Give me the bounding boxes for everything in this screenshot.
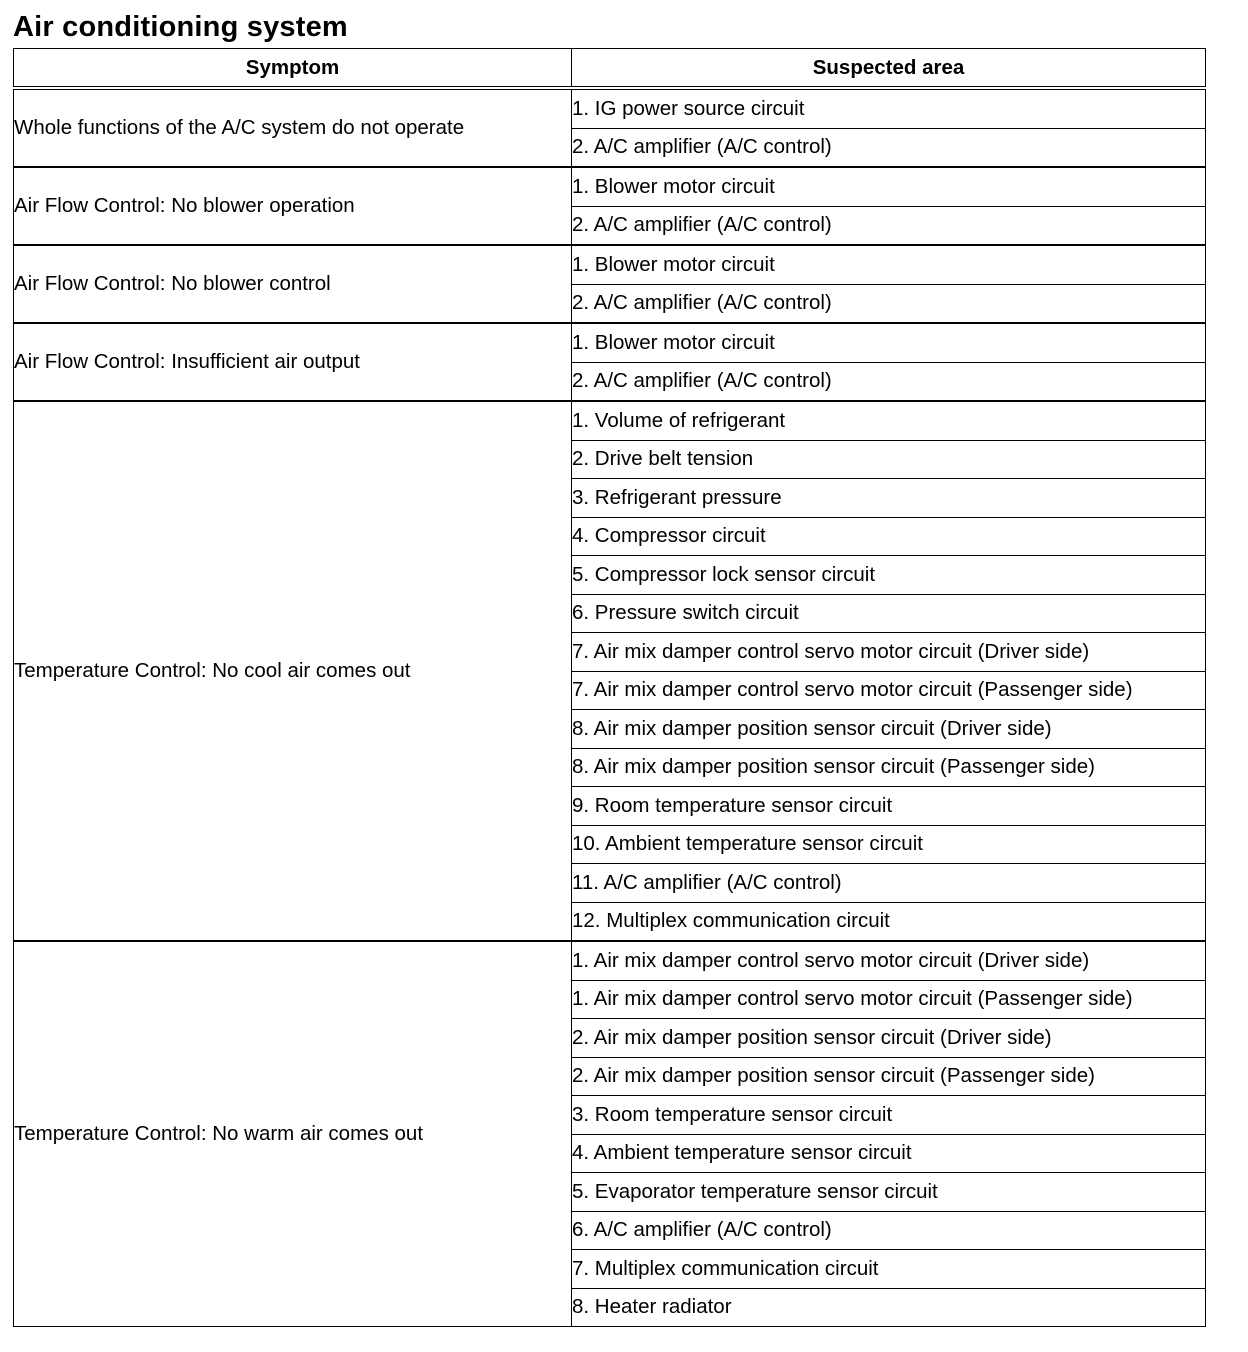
header-symptom: Symptom [14,49,572,89]
symptom-cell: Whole functions of the A/C system do not operate [14,88,572,167]
table-body [14,88,1206,1327]
suspected-area-cell: 4. Compressor circuit [572,517,1206,556]
suspected-area-cell: 2. Drive belt tension [572,440,1206,479]
suspected-area-cell: 2. A/C amplifier (A/C control) [572,206,1206,245]
suspected-area-cell: 2. A/C amplifier (A/C control) [572,128,1206,167]
suspected-area-cell: 1. Air mix damper control servo motor circuit (Passenger side) [572,980,1206,1019]
table-row [14,167,1206,206]
suspected-area-cell: 5. Compressor lock sensor circuit [572,556,1206,595]
symptom-cell: Temperature Control: No cool air comes out [14,401,572,941]
suspected-area-cell: 6. A/C amplifier (A/C control) [572,1211,1206,1250]
suspected-area-cell: 1. Volume of refrigerant [572,401,1206,440]
suspected-area-cell: 10. Ambient temperature sensor circuit [572,825,1206,864]
suspected-area-cell: 2. Air mix damper position sensor circuit (Driver side) [572,1019,1206,1058]
table-row [14,323,1206,362]
header-suspected-area: Suspected area [572,49,1206,89]
suspected-area-cell: 6. Pressure switch circuit [572,594,1206,633]
suspected-area-cell: 8. Air mix damper position sensor circuit (Driver side) [572,710,1206,749]
suspected-area-cell: 7. Air mix damper control servo motor circuit (Driver side) [572,633,1206,672]
table-row [14,941,1206,980]
suspected-area-cell: 8. Air mix damper position sensor circuit (Passenger side) [572,748,1206,787]
symptom-cell: Temperature Control: No warm air comes out [14,941,572,1327]
suspected-area-cell: 3. Refrigerant pressure [572,479,1206,518]
suspected-area-cell: 1. IG power source circuit [572,88,1206,128]
suspected-area-cell: 2. A/C amplifier (A/C control) [572,284,1206,323]
suspected-area-cell: 7. Multiplex communication circuit [572,1250,1206,1289]
suspected-area-cell: 9. Room temperature sensor circuit [572,787,1206,826]
suspected-area-cell: 12. Multiplex communication circuit [572,902,1206,941]
suspected-area-cell: 1. Blower motor circuit [572,323,1206,362]
suspected-area-cell: 8. Heater radiator [572,1288,1206,1327]
suspected-area-cell: 2. A/C amplifier (A/C control) [572,362,1206,401]
suspected-area-cell: 11. A/C amplifier (A/C control) [572,864,1206,903]
symptom-cell: Air Flow Control: No blower control [14,245,572,323]
suspected-area-cell: 3. Room temperature sensor circuit [572,1096,1206,1135]
suspected-area-cell: 2. Air mix damper position sensor circuit (Passenger side) [572,1057,1206,1096]
suspected-area-cell: 1. Blower motor circuit [572,167,1206,206]
header-row [14,49,1206,89]
table-row [14,401,1206,440]
page-title: Air conditioning system [13,11,348,43]
suspected-area-cell: 1. Blower motor circuit [572,245,1206,284]
symptom-table [13,48,1206,1327]
table-row [14,88,1206,128]
symptom-cell: Air Flow Control: Insufficient air output [14,323,572,401]
symptom-cell: Air Flow Control: No blower operation [14,167,572,245]
suspected-area-cell: 4. Ambient temperature sensor circuit [572,1134,1206,1173]
suspected-area-cell: 1. Air mix damper control servo motor circuit (Driver side) [572,941,1206,980]
suspected-area-cell: 5. Evaporator temperature sensor circuit [572,1173,1206,1212]
table-row [14,245,1206,284]
suspected-area-cell: 7. Air mix damper control servo motor circuit (Passenger side) [572,671,1206,710]
